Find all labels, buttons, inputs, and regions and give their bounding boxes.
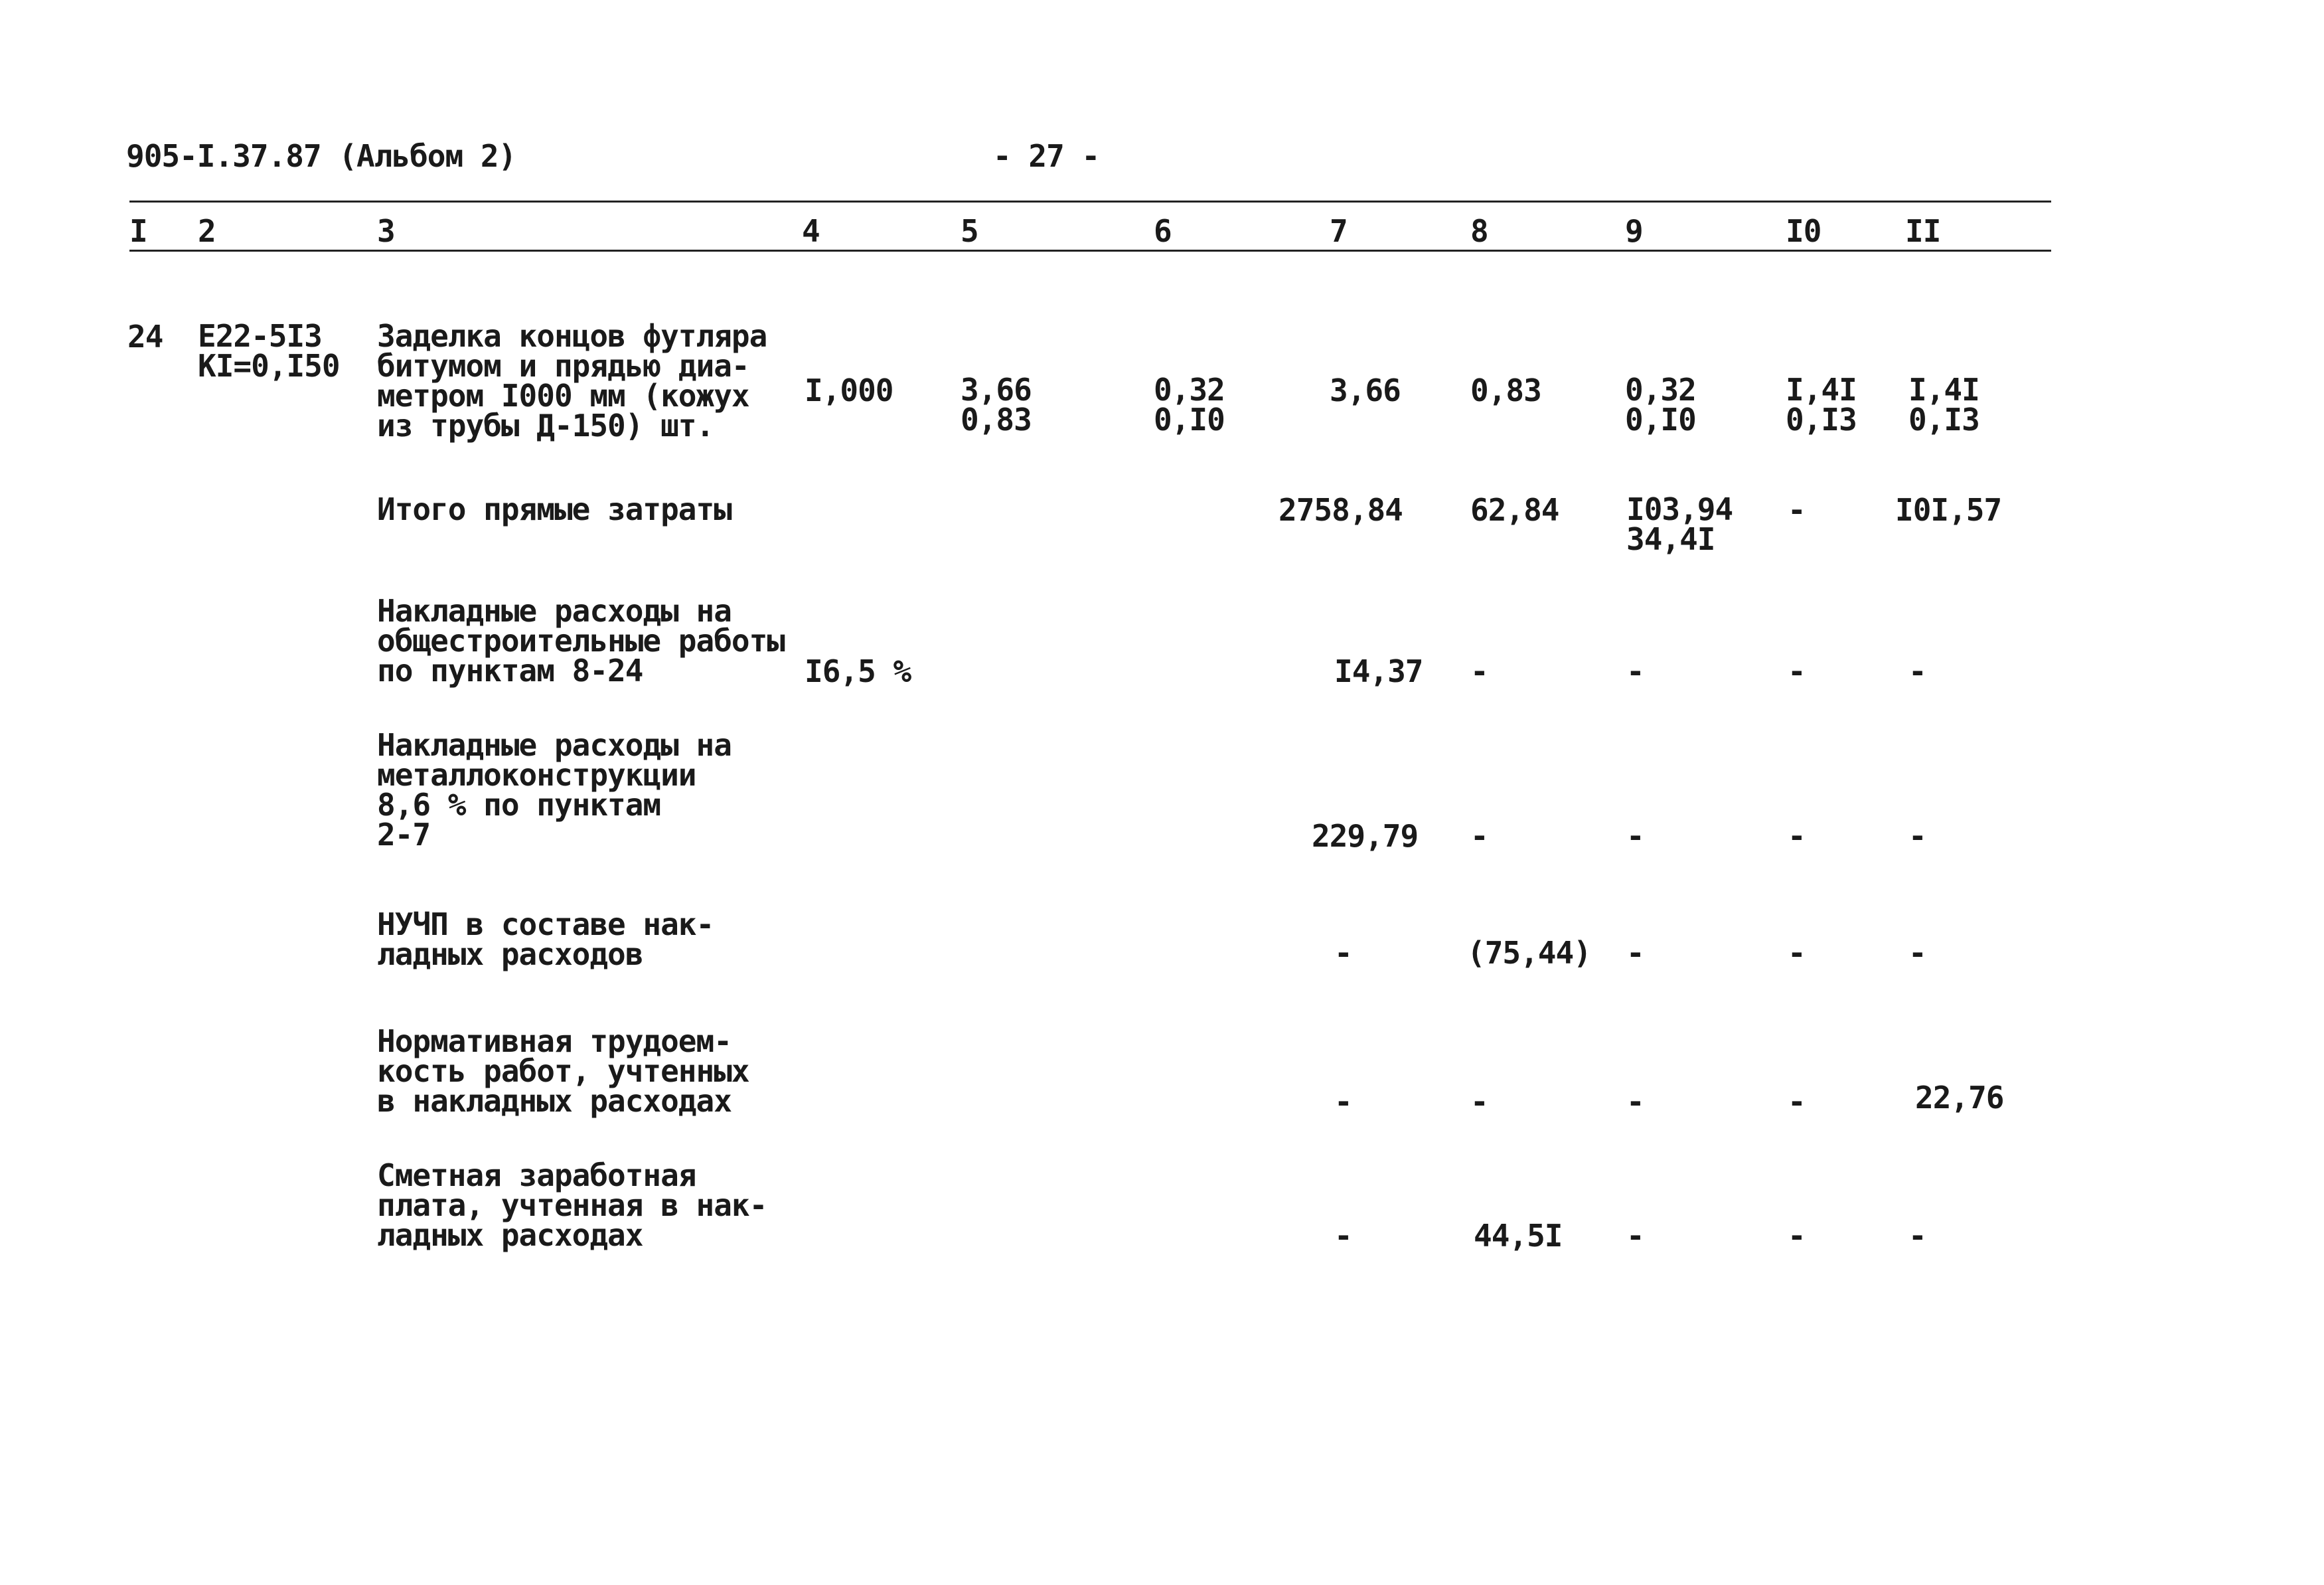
cell-col-11: I,4I 0,I3 <box>1908 372 1979 438</box>
cell-col-9: - <box>1626 1218 1644 1254</box>
cell-col-7: - <box>1334 1218 1352 1254</box>
page-number: - 27 - <box>993 138 1100 174</box>
cell-col-10: - <box>1788 935 1806 971</box>
cell-col-5: 3,66 0,83 <box>961 372 1032 438</box>
row-description: НУЧП в составе нак- ладных расходов <box>377 906 714 972</box>
cell-col-8: 62,84 <box>1470 492 1559 528</box>
cell-col-10: - <box>1788 1218 1806 1254</box>
cell-col-4: I6,5 % <box>805 653 911 689</box>
col-header-3: 3 <box>377 213 395 249</box>
col-header-7: 7 <box>1330 213 1348 249</box>
cell-col-11: 22,76 <box>1915 1080 2004 1116</box>
cell-col-10: - <box>1788 492 1806 528</box>
row-description: Итого прямые затраты <box>377 491 732 527</box>
table-top-rule <box>129 201 2051 203</box>
cell-col-7: 229,79 <box>1312 818 1419 854</box>
col-header-2: 2 <box>198 213 216 249</box>
cell-col-11: I0I,57 <box>1895 492 2002 528</box>
cell-col-9: - <box>1626 818 1644 854</box>
cell-col-6: 0,32 0,I0 <box>1154 372 1225 438</box>
cell-col-8: - <box>1470 653 1488 689</box>
cell-col-8: - <box>1470 818 1488 854</box>
cell-col-9: - <box>1626 935 1644 971</box>
cell-col-7: 2758,84 <box>1278 492 1403 528</box>
cell-col-11: - <box>1908 935 1926 971</box>
col-header-11: II <box>1905 213 1941 249</box>
row-code: Е22-5I3 КI=0,I50 <box>198 318 340 384</box>
document-id: 905-I.37.87 (Альбом 2) <box>126 138 516 174</box>
row-description: Сметная заработная плата, учтенная в нак- ладных расходах <box>377 1157 767 1253</box>
cell-col-7: 3,66 <box>1330 373 1401 408</box>
cell-col-8: (75,44) <box>1467 935 1591 971</box>
col-header-5: 5 <box>961 213 978 249</box>
cell-col-10: I,4I 0,I3 <box>1786 372 1857 438</box>
cell-col-11: - <box>1908 1218 1926 1254</box>
cell-col-10: - <box>1788 1084 1806 1120</box>
row-description: Накладные расходы на металлоконструкции 8,6 % по пунктам 2-7 <box>377 727 732 853</box>
cell-col-9: - <box>1626 1084 1644 1120</box>
col-header-6: 6 <box>1154 213 1172 249</box>
cell-col-7: - <box>1334 935 1352 971</box>
col-header-8: 8 <box>1470 213 1488 249</box>
row-description: Нормативная трудоем- кость работ, учтенных в накладных расходах <box>377 1023 749 1119</box>
cell-col-7: I4,37 <box>1334 653 1423 689</box>
cell-col-11: - <box>1908 653 1926 689</box>
cell-col-7: - <box>1334 1084 1352 1120</box>
cell-col-8: - <box>1470 1084 1488 1120</box>
row-description: Заделка концов футляра битумом и прядью диа- метром I000 мм (кожух из трубы Д-150) шт. <box>377 318 767 444</box>
cell-col-10: - <box>1788 653 1806 689</box>
cell-col-4: I,000 <box>805 373 893 408</box>
col-header-1: I <box>129 213 147 249</box>
cell-col-8: 0,83 <box>1470 373 1541 408</box>
cell-col-8: 44,5I <box>1474 1218 1563 1254</box>
row-number: 24 <box>127 319 163 355</box>
table-header-rule <box>129 250 2051 252</box>
col-header-9: 9 <box>1625 213 1643 249</box>
cell-col-9: 0,32 0,I0 <box>1625 372 1696 438</box>
cell-col-11: - <box>1908 818 1926 854</box>
row-description: Накладные расходы на общестроительные работы по пунктам 8-24 <box>377 593 785 689</box>
col-header-4: 4 <box>802 213 820 249</box>
cell-col-9: I03,94 34,4I <box>1626 491 1733 557</box>
cell-col-10: - <box>1788 818 1806 854</box>
cell-col-9: - <box>1626 653 1644 689</box>
col-header-10: I0 <box>1786 213 1821 249</box>
